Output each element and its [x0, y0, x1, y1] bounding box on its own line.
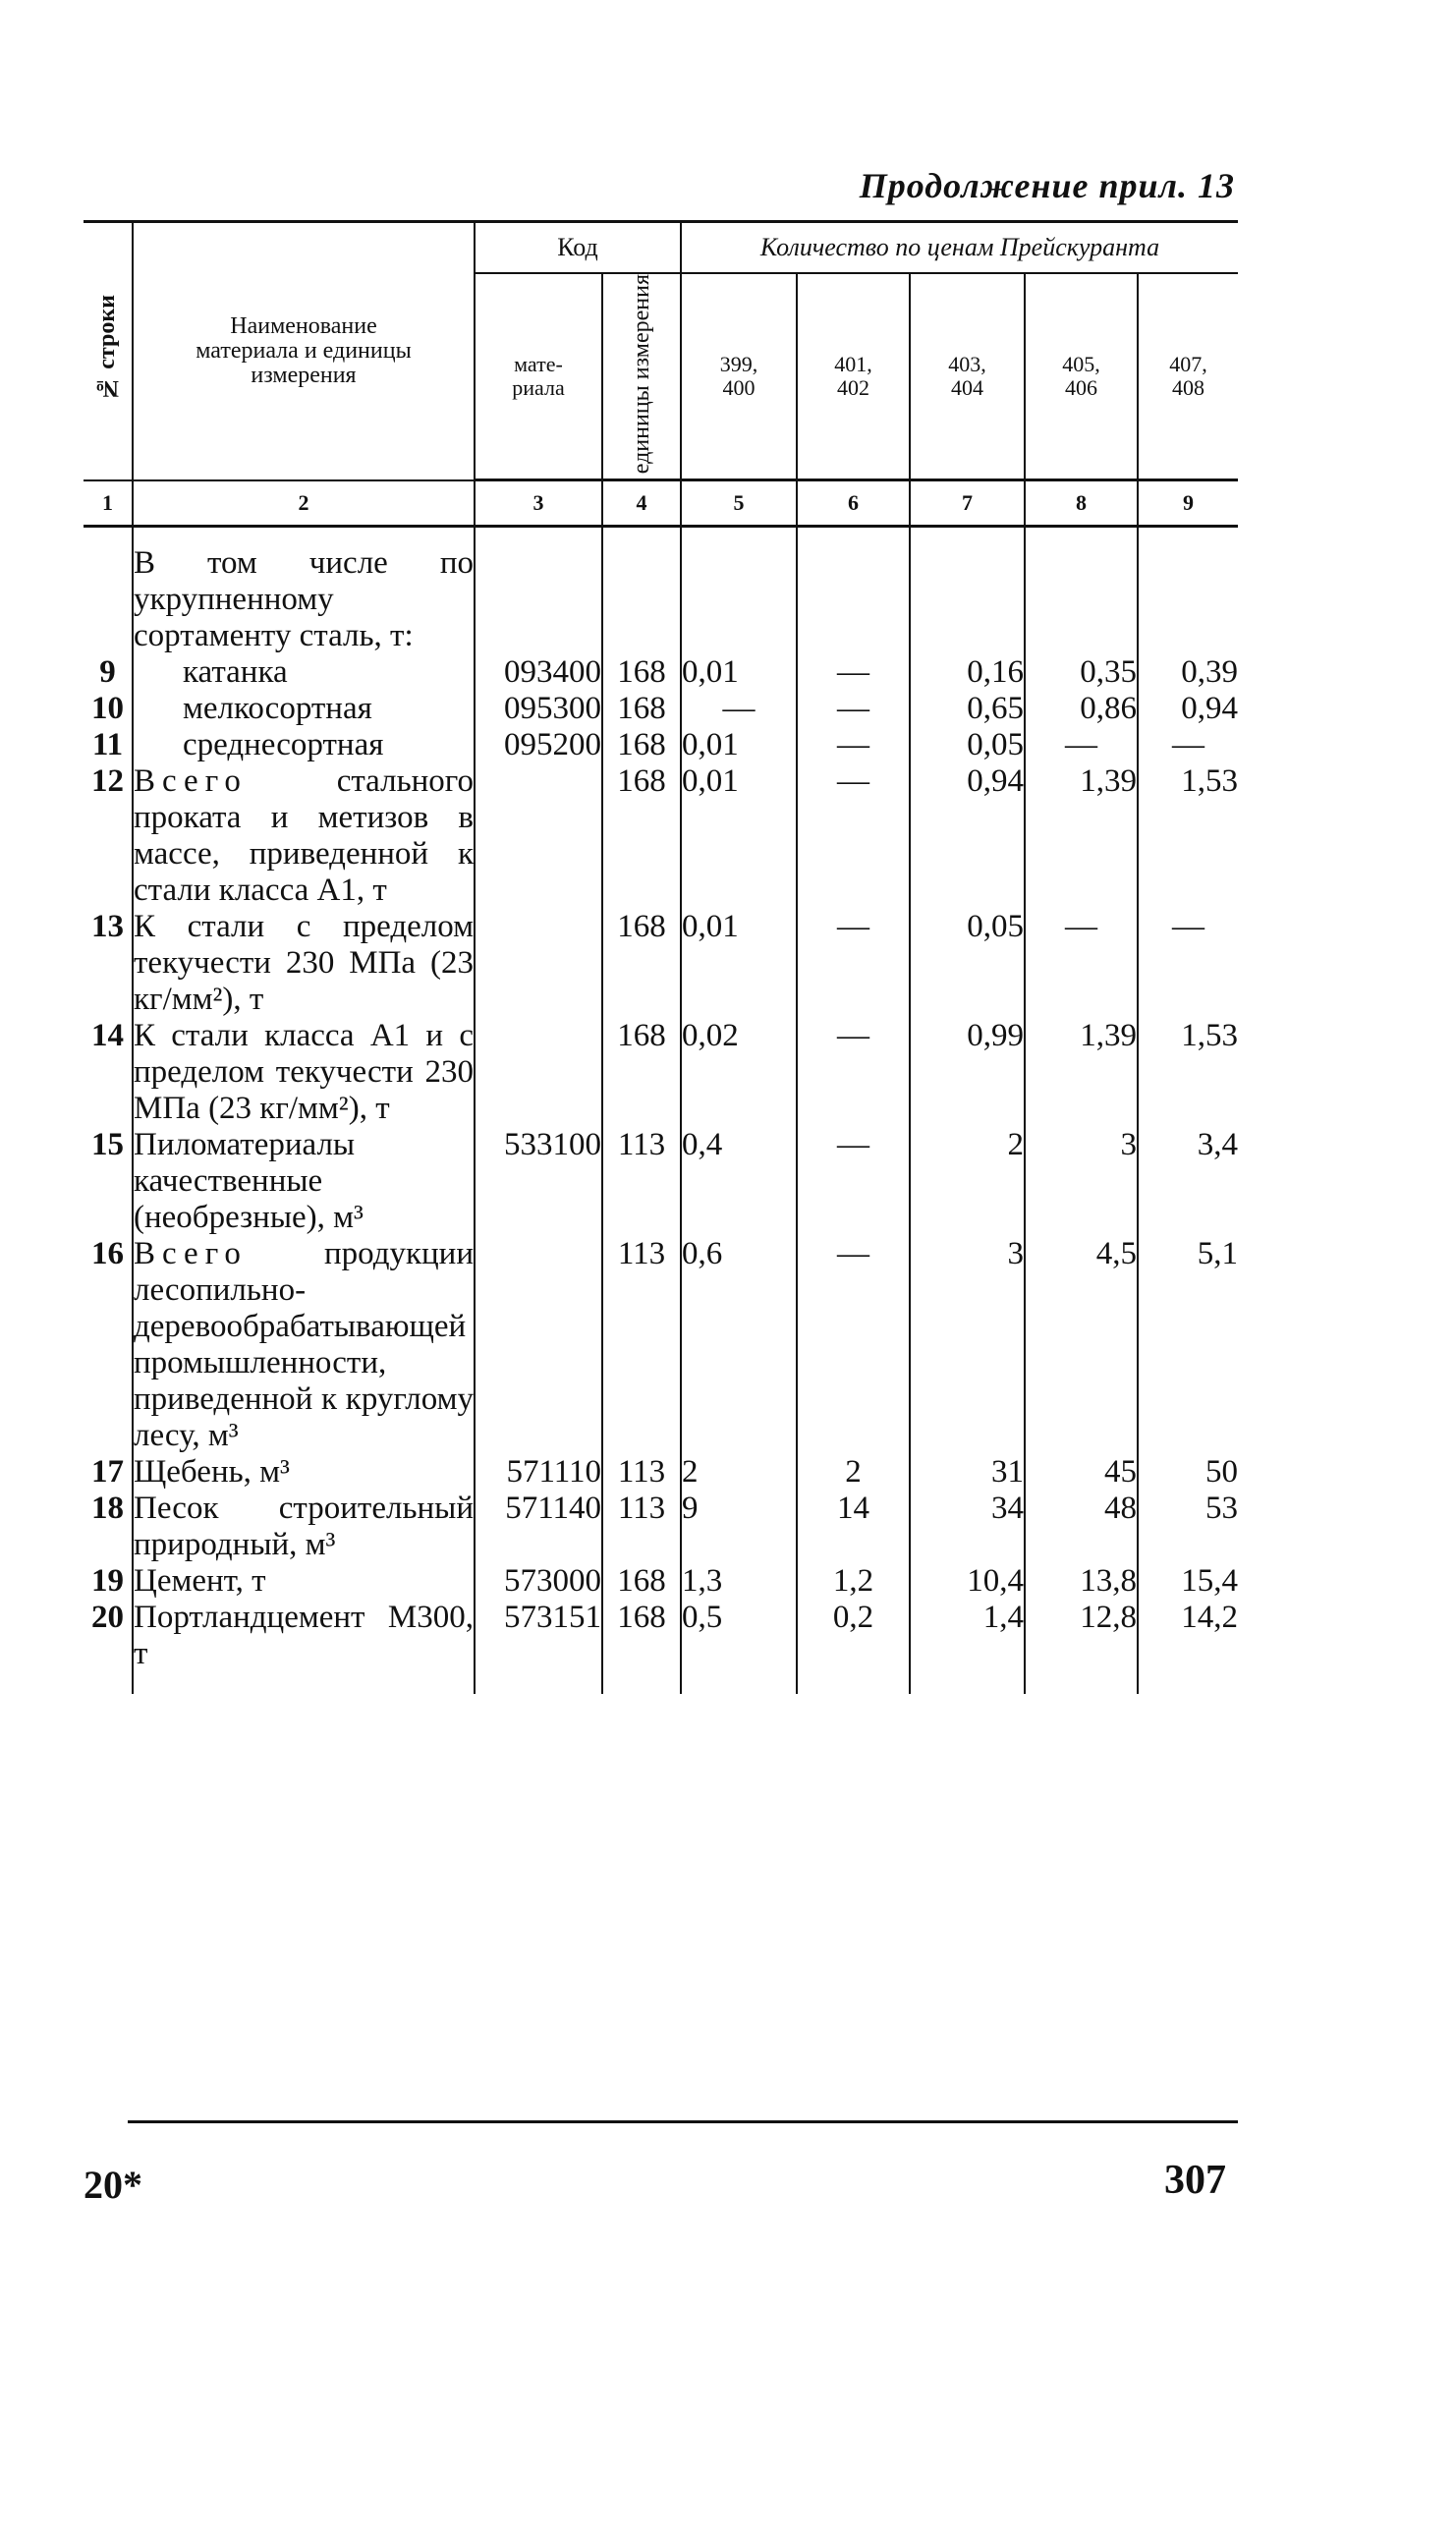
row-number: 11: [84, 727, 133, 763]
material-name: [133, 1454, 475, 1491]
quantity-value: —: [797, 691, 910, 727]
header-price-401: 401, 402: [797, 273, 910, 480]
header-quantity-group: Количество по ценам Прейскуранта: [681, 222, 1238, 274]
quantity-value: 48: [1025, 1491, 1138, 1563]
quantity-value: 0,6: [681, 1236, 797, 1454]
header-price-407: 407, 408: [1138, 273, 1238, 480]
material-code: [475, 1018, 602, 1127]
material-code: 573151: [475, 1600, 602, 1694]
unit-code: 113: [602, 1491, 681, 1563]
col-number: 8: [1025, 480, 1138, 527]
material-name: [133, 691, 475, 727]
material-name-text: Песок строительный природный, м³: [134, 1491, 474, 1563]
quantity-value: 4,5: [1025, 1236, 1138, 1454]
quantity-value: 1,53: [1138, 763, 1238, 909]
table-row: [84, 1127, 1238, 1236]
table-row: [84, 909, 1238, 1018]
material-name-text: К стали с пределом текучести 230 МПа (23 кг/мм²), т: [134, 909, 474, 1018]
material-name-text: среднесортная: [183, 727, 384, 763]
quantity-value: —: [797, 654, 910, 691]
quantity-value: 1,2: [797, 1563, 910, 1600]
header-unit-code: единицы измерения: [602, 273, 681, 480]
quantity-value: 2: [681, 1454, 797, 1491]
unit-code: 168: [602, 727, 681, 763]
quantity-value: 15,4: [1138, 1563, 1238, 1600]
unit-code: [602, 545, 681, 654]
header-name: Наименование материала и единицы измерения: [133, 222, 475, 480]
quantity-value: 0,01: [681, 909, 797, 1018]
row-number: 13: [84, 909, 133, 1018]
table-row: [84, 691, 1238, 727]
row-number: 9: [84, 654, 133, 691]
material-code: [475, 1236, 602, 1454]
column-number-row: [84, 480, 1238, 527]
quantity-value: 0,5: [681, 1600, 797, 1694]
spaced-lead-word: Всего: [134, 1236, 248, 1272]
quantity-value: —: [681, 691, 797, 727]
spaced-lead-word: Всего: [134, 763, 248, 800]
col-number: 9: [1138, 480, 1238, 527]
material-code: 095200: [475, 727, 602, 763]
material-code: 571110: [475, 1454, 602, 1491]
col-number: 2: [133, 480, 475, 527]
quantity-value: 3: [910, 1236, 1025, 1454]
quantity-value: 10,4: [910, 1563, 1025, 1600]
quantity-value: 0,05: [910, 727, 1025, 763]
table-row: [84, 1236, 1238, 1454]
table-row: [84, 1018, 1238, 1127]
unit-code: 113: [602, 1454, 681, 1491]
quantity-value: [1138, 545, 1238, 654]
quantity-value: —: [1025, 727, 1138, 763]
material-code: 573000: [475, 1563, 602, 1600]
quantity-value: 50: [1138, 1454, 1238, 1491]
quantity-value: 0,94: [910, 763, 1025, 909]
material-name-text: Щебень, м³: [134, 1454, 290, 1491]
quantity-value: 31: [910, 1454, 1025, 1491]
row-number: 20: [84, 1600, 133, 1694]
material-name-text: продукции лесопильно-деревообрабатывающей промышленности, приведенной к круглому лесу, м³: [134, 1236, 474, 1454]
unit-code: 168: [602, 1563, 681, 1600]
unit-code: 168: [602, 654, 681, 691]
material-code: 095300: [475, 691, 602, 727]
table-row: [84, 1454, 1238, 1491]
quantity-value: 14: [797, 1491, 910, 1563]
table-row: [84, 727, 1238, 763]
quantity-value: 0,99: [910, 1018, 1025, 1127]
quantity-value: 34: [910, 1491, 1025, 1563]
quantity-value: [797, 545, 910, 654]
col-number: 4: [602, 480, 681, 527]
page-caption: Продолжение прил. 13: [859, 166, 1235, 205]
quantity-value: 0,01: [681, 763, 797, 909]
table-row: [84, 654, 1238, 691]
table-row: [84, 763, 1238, 909]
quantity-value: —: [1138, 909, 1238, 1018]
unit-code: 168: [602, 1018, 681, 1127]
quantity-value: 0,94: [1138, 691, 1238, 727]
quantity-value: 14,2: [1138, 1600, 1238, 1694]
quantity-value: —: [1138, 727, 1238, 763]
col-number: 3: [475, 480, 602, 527]
quantity-value: [681, 545, 797, 654]
table-row: [84, 1563, 1238, 1600]
quantity-value: —: [797, 1018, 910, 1127]
material-code: 093400: [475, 654, 602, 691]
material-name: [133, 763, 475, 909]
row-number: 16: [84, 1236, 133, 1454]
row-number: 18: [84, 1491, 133, 1563]
quantity-value: 5,1: [1138, 1236, 1238, 1454]
quantity-value: 2: [910, 1127, 1025, 1236]
material-name-text: Портландцемент М300, т: [134, 1600, 474, 1672]
quantity-value: 0,01: [681, 654, 797, 691]
row-number: [84, 545, 133, 654]
material-name: [133, 654, 475, 691]
quantity-value: [910, 545, 1025, 654]
unit-code: 168: [602, 1600, 681, 1694]
page-number: 307: [1164, 2158, 1226, 2203]
quantity-value: —: [797, 1236, 910, 1454]
unit-code: 168: [602, 691, 681, 727]
material-name: [133, 1563, 475, 1600]
material-code: [475, 545, 602, 654]
material-code: 571140: [475, 1491, 602, 1563]
table-row: [84, 1491, 1238, 1563]
quantity-value: 0,4: [681, 1127, 797, 1236]
material-name-text: В том числе по укрупненному сортаменту сталь, т:: [134, 545, 474, 654]
quantity-value: [1025, 545, 1138, 654]
quantity-value: 13,8: [1025, 1563, 1138, 1600]
header-row-number: № строки: [84, 222, 133, 480]
quantity-value: 53: [1138, 1491, 1238, 1563]
material-name: [133, 1491, 475, 1563]
quantity-value: 0,01: [681, 727, 797, 763]
table-row: [84, 545, 1238, 654]
quantity-value: 2: [797, 1454, 910, 1491]
quantity-value: 3,4: [1138, 1127, 1238, 1236]
material-name-text: Пиломатериалы качественные (необрезные), м³: [134, 1127, 364, 1236]
material-name: [133, 909, 475, 1018]
unit-code: 113: [602, 1236, 681, 1454]
quantity-value: —: [797, 727, 910, 763]
quantity-value: 9: [681, 1491, 797, 1563]
quantity-value: 12,8: [1025, 1600, 1138, 1694]
col-number: 6: [797, 480, 910, 527]
row-number: 17: [84, 1454, 133, 1491]
col-number: 7: [910, 480, 1025, 527]
row-number: 12: [84, 763, 133, 909]
quantity-value: 0,39: [1138, 654, 1238, 691]
material-name: [133, 727, 475, 763]
quantity-value: 0,86: [1025, 691, 1138, 727]
material-name: [133, 545, 475, 654]
quantity-value: 0,02: [681, 1018, 797, 1127]
material-name-text: К стали класса А1 и с пределом текучести 230 МПа (23 кг/мм²), т: [134, 1018, 474, 1127]
quantity-value: 1,39: [1025, 763, 1138, 909]
material-name: [133, 1236, 475, 1454]
material-name-text: Цемент, т: [134, 1563, 266, 1600]
material-code: 533100: [475, 1127, 602, 1236]
row-number: 10: [84, 691, 133, 727]
table-bottom-rule: [128, 2120, 1238, 2123]
quantity-value: 3: [1025, 1127, 1138, 1236]
quantity-value: 0,2: [797, 1600, 910, 1694]
material-name-text: мелкосортная: [183, 691, 372, 727]
materials-table: [84, 220, 1238, 1694]
quantity-value: 1,39: [1025, 1018, 1138, 1127]
material-name-text: стального проката и метизов в массе, приведенной к стали класса А1, т: [134, 763, 474, 909]
header-price-399: 399, 400: [681, 273, 797, 480]
material-code: [475, 909, 602, 1018]
header-code-group: Код: [475, 222, 681, 274]
unit-code: 113: [602, 1127, 681, 1236]
col-number: 5: [681, 480, 797, 527]
quantity-value: 1,3: [681, 1563, 797, 1600]
header-price-403: 403, 404: [910, 273, 1025, 480]
quantity-value: 1,4: [910, 1600, 1025, 1694]
material-name: [133, 1018, 475, 1127]
material-name-text: катанка: [183, 654, 288, 691]
material-name: [133, 1600, 475, 1694]
quantity-value: —: [1025, 909, 1138, 1018]
quantity-value: 0,65: [910, 691, 1025, 727]
quantity-value: 0,35: [1025, 654, 1138, 691]
row-number: 14: [84, 1018, 133, 1127]
quantity-value: 45: [1025, 1454, 1138, 1491]
col-number: 1: [84, 480, 133, 527]
header-material-code: мате- риала: [475, 273, 602, 480]
unit-code: 168: [602, 909, 681, 1018]
quantity-value: 0,05: [910, 909, 1025, 1018]
quantity-value: 0,16: [910, 654, 1025, 691]
quantity-value: —: [797, 909, 910, 1018]
quantity-value: 1,53: [1138, 1018, 1238, 1127]
row-number: 19: [84, 1563, 133, 1600]
quantity-value: —: [797, 763, 910, 909]
material-code: [475, 763, 602, 909]
signature-mark: 20*: [84, 2163, 142, 2207]
header-price-405: 405, 406: [1025, 273, 1138, 480]
row-number: 15: [84, 1127, 133, 1236]
material-name: [133, 1127, 475, 1236]
table-row: [84, 1600, 1238, 1694]
quantity-value: —: [797, 1127, 910, 1236]
unit-code: 168: [602, 763, 681, 909]
